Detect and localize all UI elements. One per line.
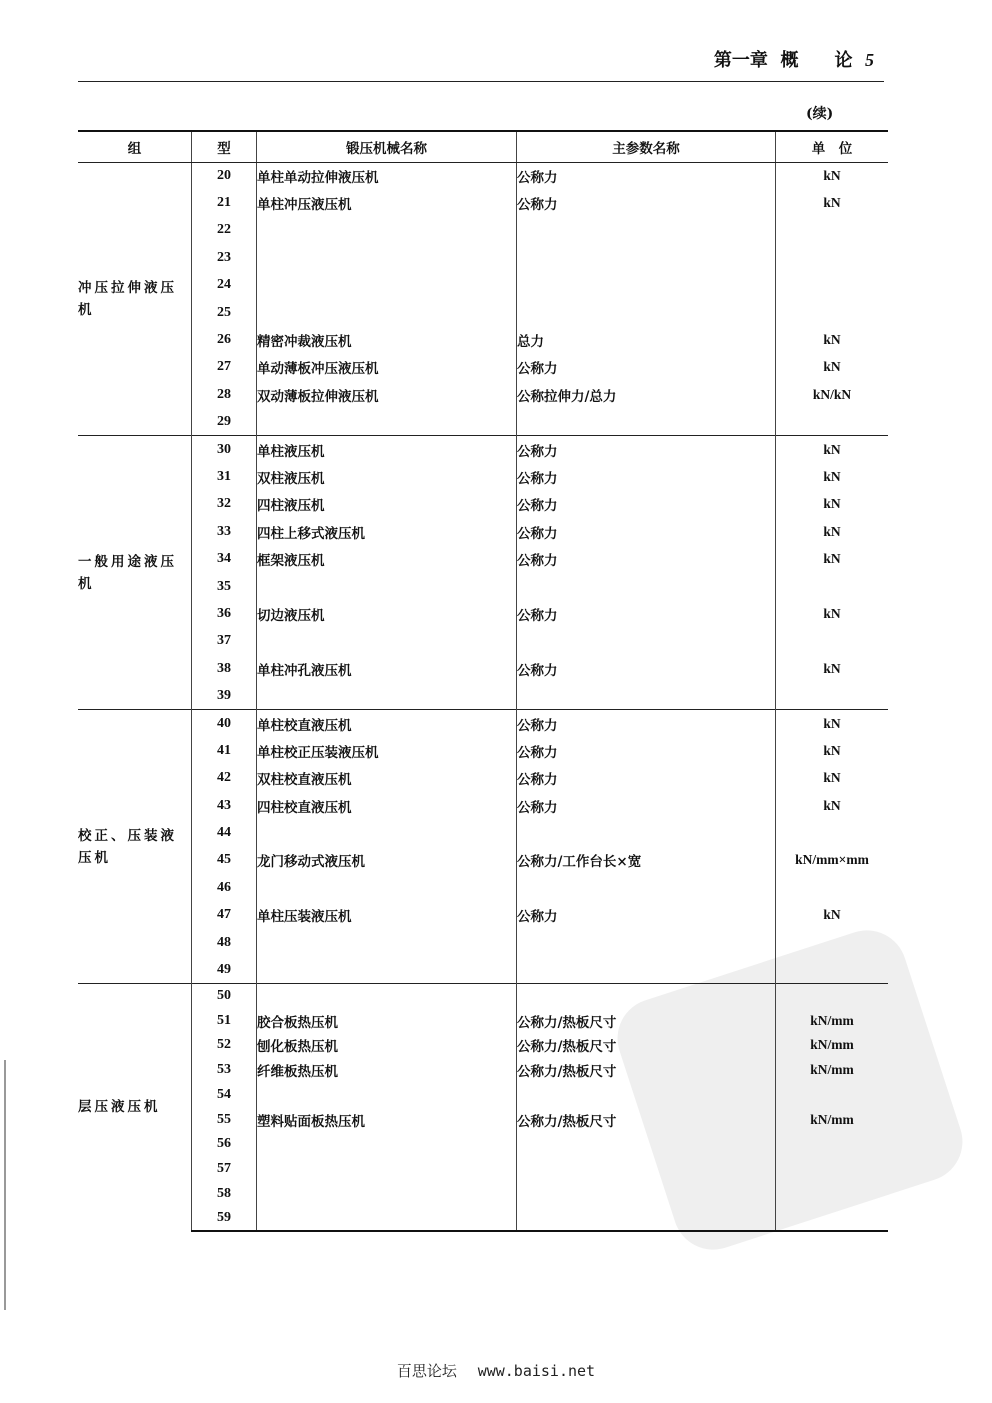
type-cell: 33 xyxy=(192,518,257,545)
type-cell: 49 xyxy=(192,956,257,983)
main-parameter-cell: 公称力 xyxy=(517,902,776,929)
machine-name-cell xyxy=(257,573,517,600)
type-cell: 43 xyxy=(192,792,257,819)
table-row xyxy=(78,1058,888,1083)
main-parameter-cell xyxy=(517,874,776,901)
machine-name-cell xyxy=(257,929,517,956)
machine-name-cell: 单柱校直液压机 xyxy=(257,710,517,737)
main-parameter-cell: 公称力/热板尺寸 xyxy=(517,1033,776,1058)
main-parameter-cell xyxy=(517,409,776,436)
machine-name-cell: 单柱单动拉伸液压机 xyxy=(257,162,517,189)
machine-name-cell: 纤维板热压机 xyxy=(257,1058,517,1083)
unit-cell: kN/mm xyxy=(810,1012,854,1028)
type-cell: 24 xyxy=(192,272,257,299)
table-row xyxy=(78,1008,888,1033)
main-parameter-cell xyxy=(517,956,776,983)
table-row xyxy=(78,381,888,408)
machine-name-cell: 四柱校直液压机 xyxy=(257,792,517,819)
table-row xyxy=(78,792,888,819)
table-row xyxy=(78,189,888,216)
machine-name-cell: 胶合板热压机 xyxy=(257,1008,517,1033)
table-header-row xyxy=(78,131,888,162)
table-row xyxy=(78,682,888,709)
type-cell: 23 xyxy=(192,244,257,271)
main-parameter-cell xyxy=(517,1206,776,1231)
table-row xyxy=(78,1033,888,1058)
machine-name-cell: 单柱液压机 xyxy=(257,436,517,463)
type-cell: 21 xyxy=(192,189,257,216)
main-parameter-cell xyxy=(517,299,776,326)
unit-cell xyxy=(776,1157,889,1182)
unit-cell xyxy=(776,874,889,901)
main-parameter-cell: 公称力 xyxy=(517,518,776,545)
unit-cell xyxy=(776,929,889,956)
group-label: 层压液压机 xyxy=(78,1099,161,1116)
type-cell: 52 xyxy=(192,1033,257,1058)
table-row xyxy=(78,628,888,655)
table-row xyxy=(78,1157,888,1182)
unit-cell: kN/mm×mm xyxy=(795,852,869,868)
unit-cell xyxy=(776,1181,889,1206)
table-row xyxy=(78,1107,888,1132)
machine-name-cell xyxy=(257,244,517,271)
col-header-unit: 单 位 xyxy=(776,131,889,162)
type-cell: 45 xyxy=(192,847,257,874)
unit-cell xyxy=(776,984,889,1009)
machine-name-cell xyxy=(257,1157,517,1182)
main-parameter-cell: 公称力 xyxy=(517,710,776,737)
table-row xyxy=(78,162,888,189)
machine-name-cell: 单柱校正压装液压机 xyxy=(257,737,517,764)
unit-cell: kN xyxy=(776,710,889,737)
table-row xyxy=(78,217,888,244)
table-row xyxy=(78,765,888,792)
table-row xyxy=(78,1132,888,1157)
main-parameter-cell: 公称力/热板尺寸 xyxy=(517,1107,776,1132)
machine-name-cell xyxy=(257,956,517,983)
table-row xyxy=(78,354,888,381)
type-cell: 32 xyxy=(192,491,257,518)
table-row xyxy=(78,984,888,1009)
type-cell: 29 xyxy=(192,409,257,436)
main-parameter-cell: 公称力 xyxy=(517,189,776,216)
main-parameter-cell: 公称拉伸力/总力 xyxy=(517,381,776,408)
unit-cell: kN xyxy=(823,605,841,621)
table-row xyxy=(78,847,888,874)
page-number: 5 xyxy=(865,50,874,70)
main-parameter-cell: 公称力 xyxy=(517,545,776,572)
chapter-title: 概 论 xyxy=(780,50,853,71)
unit-cell: kN/mm xyxy=(810,1062,854,1078)
chapter-number: 第一章 xyxy=(713,50,768,71)
table-row xyxy=(78,655,888,682)
unit-cell: kN/kN xyxy=(812,386,852,402)
unit-cell: kN/mm xyxy=(810,1111,854,1127)
machine-name-cell xyxy=(257,682,517,709)
main-parameter-cell: 公称力 xyxy=(517,737,776,764)
type-cell: 31 xyxy=(192,463,257,490)
table-body xyxy=(78,162,888,1231)
machine-name-cell xyxy=(257,1082,517,1107)
table-row xyxy=(78,436,888,463)
main-parameter-cell: 公称力/工作台长×宽 xyxy=(517,847,776,874)
type-cell: 51 xyxy=(192,1008,257,1033)
unit-cell: kN xyxy=(823,551,841,567)
unit-cell: kN xyxy=(823,496,841,512)
type-cell: 41 xyxy=(192,737,257,764)
main-parameter-cell: 公称力 xyxy=(517,436,776,463)
table-row xyxy=(78,272,888,299)
unit-cell: kN xyxy=(823,332,841,348)
running-head xyxy=(0,46,874,72)
unit-cell: kN xyxy=(823,195,841,211)
type-cell: 50 xyxy=(192,984,257,1009)
col-header-main-parameter: 主参数名称 xyxy=(517,131,776,162)
table-row xyxy=(78,600,888,627)
table-row xyxy=(78,463,888,490)
table-row xyxy=(78,902,888,929)
main-parameter-cell xyxy=(517,984,776,1009)
table-row xyxy=(78,1181,888,1206)
unit-cell xyxy=(776,628,889,655)
table-row xyxy=(78,956,888,983)
machine-name-cell xyxy=(257,1181,517,1206)
machine-name-cell: 龙门移动式液压机 xyxy=(257,847,517,874)
type-cell: 35 xyxy=(192,573,257,600)
unit-cell xyxy=(776,409,889,436)
unit-cell xyxy=(776,819,889,846)
unit-cell xyxy=(776,217,889,244)
footer-site-name: 百思论坛 xyxy=(396,1362,457,1380)
main-parameter-cell xyxy=(517,1132,776,1157)
type-cell: 36 xyxy=(192,600,257,627)
main-parameter-cell: 公称力/热板尺寸 xyxy=(517,1008,776,1033)
machine-name-cell xyxy=(257,874,517,901)
machine-name-cell: 四柱液压机 xyxy=(257,491,517,518)
machine-name-cell xyxy=(257,984,517,1009)
unit-cell xyxy=(776,272,889,299)
type-cell: 25 xyxy=(192,299,257,326)
table-row xyxy=(78,819,888,846)
type-cell: 57 xyxy=(192,1157,257,1182)
type-cell: 59 xyxy=(192,1206,257,1231)
footer-url: www.baisi.net xyxy=(477,1362,596,1380)
main-parameter-cell: 公称力 xyxy=(517,600,776,627)
table-row xyxy=(78,409,888,436)
type-cell: 55 xyxy=(192,1107,257,1132)
type-cell: 40 xyxy=(192,710,257,737)
col-header-type: 型 xyxy=(192,131,257,162)
machine-name-cell: 单动薄板冲压液压机 xyxy=(257,354,517,381)
table-row xyxy=(78,737,888,764)
main-parameter-cell: 公称力/热板尺寸 xyxy=(517,1058,776,1083)
machine-name-cell: 四柱上移式液压机 xyxy=(257,518,517,545)
table-row xyxy=(78,573,888,600)
type-cell: 53 xyxy=(192,1058,257,1083)
main-parameter-cell: 公称力 xyxy=(517,162,776,189)
unit-cell: kN xyxy=(776,436,889,463)
machine-name-cell: 单柱冲孔液压机 xyxy=(257,655,517,682)
main-parameter-cell: 公称力 xyxy=(517,765,776,792)
table-row xyxy=(78,929,888,956)
table-row xyxy=(78,1082,888,1107)
machine-name-cell xyxy=(257,217,517,244)
unit-cell: kN xyxy=(823,770,841,786)
main-parameter-cell xyxy=(517,217,776,244)
type-cell: 48 xyxy=(192,929,257,956)
type-cell: 26 xyxy=(192,326,257,353)
type-cell: 47 xyxy=(192,902,257,929)
machine-name-cell: 精密冲裁液压机 xyxy=(257,326,517,353)
machine-name-cell: 刨化板热压机 xyxy=(257,1033,517,1058)
group-cell xyxy=(78,710,192,984)
type-cell: 27 xyxy=(192,354,257,381)
unit-cell xyxy=(776,244,889,271)
main-parameter-cell: 公称力 xyxy=(517,792,776,819)
unit-cell xyxy=(776,1082,889,1107)
machine-name-cell xyxy=(257,299,517,326)
type-cell: 20 xyxy=(192,162,257,189)
unit-cell: kN xyxy=(823,907,841,923)
type-cell: 42 xyxy=(192,765,257,792)
machine-name-cell xyxy=(257,628,517,655)
group-label: 一般用途液压机 xyxy=(78,553,177,592)
machine-name-cell: 双柱校直液压机 xyxy=(257,765,517,792)
main-parameter-cell xyxy=(517,1157,776,1182)
machine-name-cell: 切边液压机 xyxy=(257,600,517,627)
machine-name-cell: 框架液压机 xyxy=(257,545,517,572)
main-parameter-cell xyxy=(517,272,776,299)
main-parameter-cell: 总力 xyxy=(517,326,776,353)
main-parameter-cell xyxy=(517,628,776,655)
main-parameter-cell: 公称力 xyxy=(517,354,776,381)
unit-cell xyxy=(776,956,889,983)
group-label: 冲压拉伸液压机 xyxy=(78,279,177,318)
main-parameter-cell: 公称力 xyxy=(517,463,776,490)
unit-cell xyxy=(776,1132,889,1157)
type-cell: 37 xyxy=(192,628,257,655)
type-cell: 22 xyxy=(192,217,257,244)
table-row xyxy=(78,244,888,271)
machine-name-cell xyxy=(257,1132,517,1157)
table-row xyxy=(78,299,888,326)
machine-name-cell xyxy=(257,409,517,436)
main-parameter-cell xyxy=(517,244,776,271)
group-cell xyxy=(78,162,192,436)
group-cell xyxy=(78,984,192,1231)
unit-cell: kN xyxy=(823,797,841,813)
machine-name-cell: 双柱液压机 xyxy=(257,463,517,490)
machine-name-cell xyxy=(257,272,517,299)
col-header-machine-name: 锻压机械名称 xyxy=(257,131,517,162)
type-cell: 44 xyxy=(192,819,257,846)
unit-cell: kN/mm xyxy=(810,1037,854,1053)
group-label: 校正、压装液压机 xyxy=(78,827,177,866)
unit-cell: kN xyxy=(823,742,841,758)
unit-cell: kN xyxy=(823,468,841,484)
unit-cell xyxy=(776,299,889,326)
machine-name-cell: 单柱冲压液压机 xyxy=(257,189,517,216)
machine-name-cell: 双动薄板拉伸液压机 xyxy=(257,381,517,408)
machine-name-cell: 塑料贴面板热压机 xyxy=(257,1107,517,1132)
table-row xyxy=(78,491,888,518)
header-rule xyxy=(78,81,884,82)
main-parameter-cell xyxy=(517,682,776,709)
table-row xyxy=(78,326,888,353)
type-cell: 58 xyxy=(192,1181,257,1206)
type-cell: 39 xyxy=(192,682,257,709)
scan-edge-mark xyxy=(4,1060,6,1310)
table-row xyxy=(78,545,888,572)
unit-cell: kN xyxy=(823,167,841,183)
forging-machine-table xyxy=(78,130,888,1232)
unit-cell: kN xyxy=(823,359,841,375)
unit-cell xyxy=(776,682,889,709)
table-row xyxy=(78,518,888,545)
table-row xyxy=(78,1206,888,1231)
main-parameter-cell xyxy=(517,819,776,846)
type-cell: 34 xyxy=(192,545,257,572)
main-parameter-cell xyxy=(517,929,776,956)
machine-name-cell: 单柱压装液压机 xyxy=(257,902,517,929)
main-parameter-cell: 公称力 xyxy=(517,655,776,682)
group-cell xyxy=(78,436,192,710)
type-cell: 30 xyxy=(192,436,257,463)
page-footer xyxy=(0,1360,992,1381)
type-cell: 56 xyxy=(192,1132,257,1157)
type-cell: 28 xyxy=(192,381,257,408)
type-cell: 54 xyxy=(192,1082,257,1107)
unit-cell: kN xyxy=(823,660,841,676)
unit-cell: kN xyxy=(823,523,841,539)
unit-cell xyxy=(776,573,889,600)
table-row xyxy=(78,710,888,737)
machine-name-cell xyxy=(257,819,517,846)
main-parameter-cell xyxy=(517,573,776,600)
main-parameter-cell xyxy=(517,1181,776,1206)
continued-label: (续) xyxy=(806,106,834,122)
machine-name-cell xyxy=(257,1206,517,1231)
unit-cell xyxy=(776,1206,889,1231)
type-cell: 38 xyxy=(192,655,257,682)
type-cell: 46 xyxy=(192,874,257,901)
table-row xyxy=(78,874,888,901)
main-parameter-cell: 公称力 xyxy=(517,491,776,518)
main-parameter-cell xyxy=(517,1082,776,1107)
col-header-group: 组 xyxy=(78,131,192,162)
